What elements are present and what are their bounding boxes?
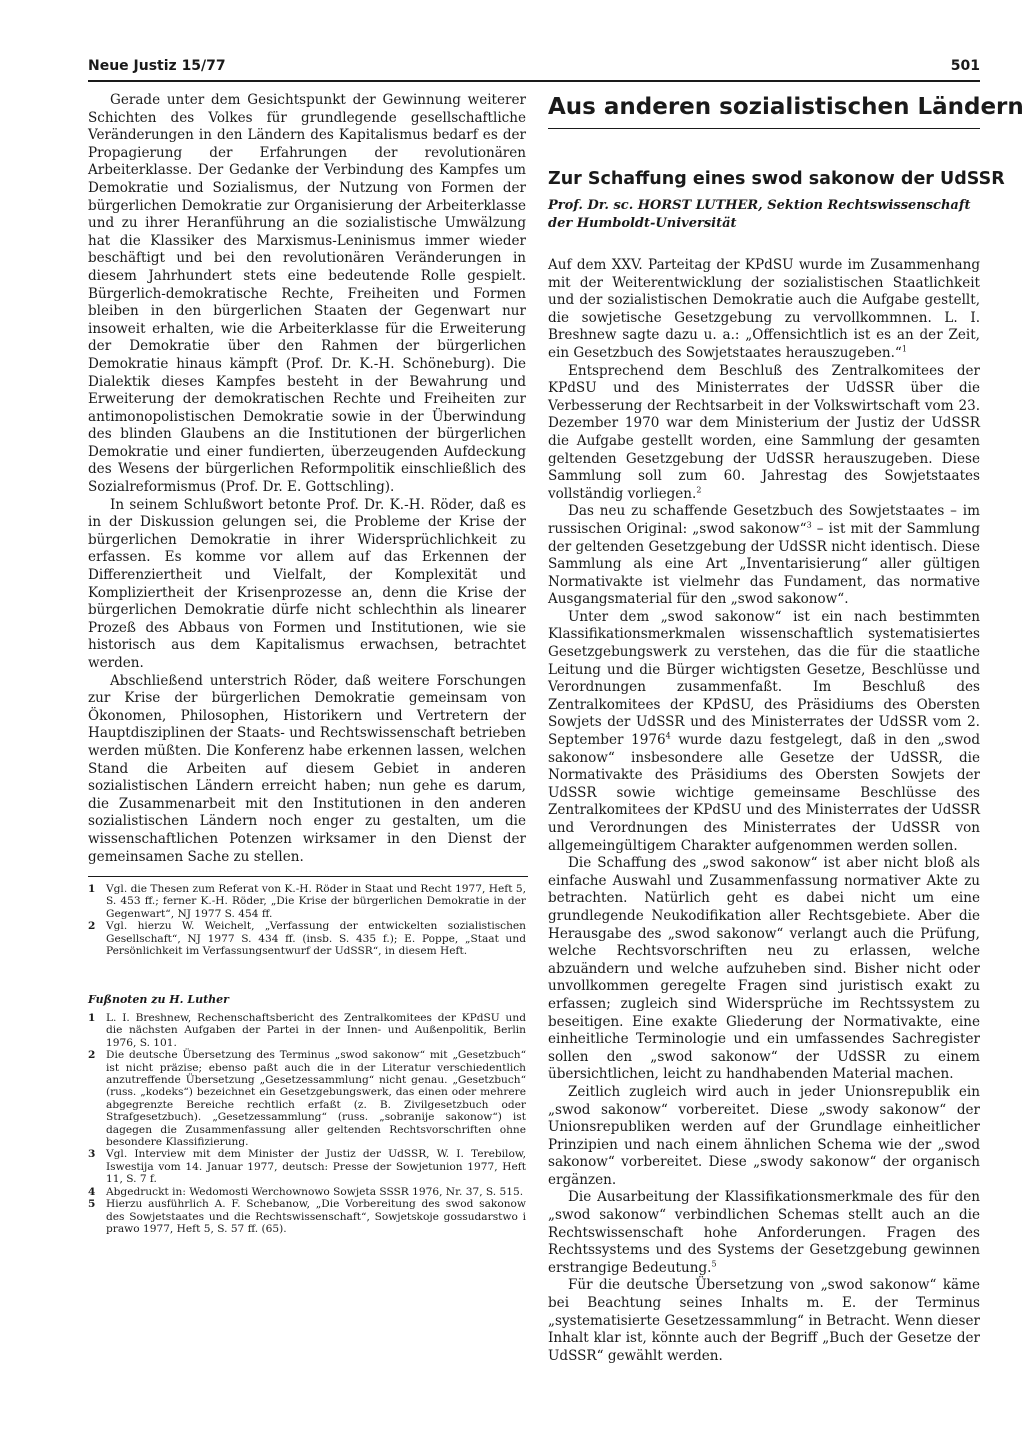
footnote-item [88,883,526,920]
author-affiliation: der Humboldt-Universität [548,216,737,231]
footnote-separator [88,876,528,877]
footnote-item [88,920,526,957]
article-body [548,257,980,1365]
footnote-ref: 1 [901,344,907,354]
footnote-number: 1 [88,1012,96,1024]
left-paragraph: Gerade unter dem Gesichtspunkt der Gewinnung weiterer Schichten des Volkes für grundlegende gesellschaftliche Veränderungen in den Ländern des Kapitalismus bedarf es der Propagierung der Erfahrungen der revolutionären Arbeiterklasse. Der Gedanke der Verbindung des Kampfes um Demokratie und Sozialismus, der Nutzung von Formen der bürgerlichen Demokratie zur Organisierung der Arbeiterklasse und zu ihrer Heranführung an die sozialistische Umwälzung hat die Klassiker des Marxismus-Leninismus immer wieder beschäftigt und bei den revolutionären Veränderungen in diesem Jahrhundert stets eine bedeutende Rolle gespielt. Bürgerlich-demokratische Rechte, Freiheiten und Formen bleiben in den bürgerlichen Staaten der Gegenwart nur insoweit erhalten, wie die Arbeiterklasse für die Erweiterung der Demokratie über den Rahmen der bürgerlichen Demokratie hinaus kämpft (Prof. Dr. K.-H. Schöneburg). Die Dialektik dieses Kampfes besteht in der Bewahrung und Erweiterung der demokratischen Rechte und Freiheiten zur antimonopolistischen Demokratie sowie in der Überwindung des blinden Glaubens an die Institutionen der bürgerlichen Demokratie und einer fundierten, überzeugenden Aufdeckung des Wesens der bürgerlichen Reformpolitik einschließlich des Sozialreformismus (Prof. Dr. E. Gottschling). [88,92,526,496]
page-header [88,58,980,80]
article-paragraph [548,1189,980,1277]
footnote-ref: 2 [696,485,702,495]
left-column [88,92,526,866]
paragraph-text: wurde dazu festgelegt, daß in den „swod sakonow“ insbesondere alle Gesetze der UdSSR, die Normativakte des Präsidiums des Obersten Sowjets der UdSSR sowie wichtige gemeinsame Beschlüsse des Zentralkomitees der KPdSU und des Ministerrates der UdSSR und Verordnungen des Ministerrates der UdSSR von allgemeingültigem Charakter aufgenommen werden sollen. [548,732,980,854]
footnote-item [88,1148,526,1185]
article-paragraph [548,503,980,609]
paragraph-text: Entsprechend dem Beschluß des Zentralkomitees der KPdSU und des Ministerrates der UdSSR über die Verbesserung der Rechtsarbeit in der Volkswirtschaft vom 23. Dezember 1970 war dem Ministerium der Justiz der UdSSR die Aufgabe gestellt worden, eine Sammlung der gesamten geltenden Gesetzgebung der UdSSR herauszugeben. Diese Sammlung soll zum 60. Jahrestag des Sowjetstaates vollständig vorliegen. [548,362,980,502]
footnote-number: 3 [88,1148,96,1161]
page-number: 501 [950,58,980,74]
article-paragraph [548,609,980,855]
footnote-text: L. I. Breshnew, Rechenschaftsbericht des Zentralkomitees der KPdSU und die nächsten Aufgaben der Partei in der Innen- und Außenpolitik, Berlin 1976, S. 101. [106,1012,526,1049]
paragraph-text: Die Ausarbeitung der Klassifikationsmerkmale des für den „swod sakonow“ verbindlichen Schemas stellt auch an die Rechtswissenschaft hohe Anforderungen. Fragen des Rechtssystems und des Systems der Gesetzgebung gewinnen erstrangige Bedeutung. [548,1189,980,1276]
footnote-text: Die deutsche Übersetzung des Terminus „swod sakonow“ mit „Gesetzbuch“ ist nicht präzise; ebenso paßt auch die in der Literatur verschiedentlich anzutreffende Übersetzung „Gesetzessammlung“ nicht genau. „Gesetzbuch“ (russ. „kodeks“) bezeichnet ein Gesetzgebungswerk, das einen oder mehrere abgegrenzte Bereiche rechtlich erfaßt (z. B. Zivilgesetzbuch oder Strafgesetzbuch). „Gesetzessammlung“ (russ. „sobranije sakonow“) ist dagegen die Zusammenfassung aller geltenden Rechtsvorschriften ohne besondere Klassifizierung. [106,1049,526,1149]
footnote-ref: 5 [711,1259,717,1269]
article-paragraph [548,257,980,363]
footnote-item [88,1049,526,1148]
paragraph-text: Unter dem „swod sakonow“ ist ein nach bestimmten Klassifikationsmerkmalen wissenschaftlich systematisiertes Gesetzgebungswerk zu verstehen, das die für die staatliche Leitung und die Bürger wichtigsten Gesetze, Beschlüsse und Verordnungen zusammenfaßt. Im Beschluß des Zentralkomitees der KPdSU, des Präsidiums des Obersten Sowjets der UdSSR und des Ministerrates der UdSSR vom 2. September 1976 [548,608,980,749]
luther-footnotes [88,1012,526,1235]
footnote-ref: 3 [806,520,812,530]
footnote-text: Vgl. hierzu W. Weichelt, „Verfassung der entwickelten sozialistischen Gesellschaft“, NJ 1977 S. 434 ff. (insb. S. 435 f.); E. Poppe, „Staat und Persönlichkeit im Verfassungsentwurf der UdSSR“, in diesem Heft. [106,920,526,958]
footnote-text: Abgedruckt in: Wedomosti Werchownowo Sowjeta SSSR 1976, Nr. 37, S. 515. [106,1185,524,1198]
footnote-text: Vgl. Interview mit dem Minister der Justiz der UdSSR, W. I. Terebilow, Iswestija vom 14. Januar 1977, deutsch: Presse der Sowjetunion 1977, Heft 11, S. 7 f. [106,1148,526,1186]
footnote-item [88,1198,526,1235]
footnote-text: Vgl. die Thesen zum Referat von K.-H. Röder in Staat und Recht 1977, Heft 5, S. 453 ff.; ferner K.-H. Röder, „Die Krise der bürgerlichen Demokratie in der Gegenwart“, NJ 1977 S. 454 ff. [106,883,526,920]
footnote-item [88,1012,526,1049]
luther-footnotes-heading: Fußnoten zu H. Luther [88,993,229,1006]
header-rule [88,80,980,82]
article-paragraph: Die Schaffung des „swod sakonow“ ist aber nicht bloß als einfache Auswahl und Zusammenfassung normativer Akte zu betrachten. Natürlich geht es dabei nicht um eine grundlegende Neukodifikation aller Rechtsgebiete. Aber die Herausgabe des „swod sakonow“ verlangt auch die Prüfung, welche Rechtsvorschriften neu zu erlassen, welche abzuändern und welche aufzuheben sind. Bisher nicht oder unvollkommen geregelte Fragen sind juristisch exakt zu erfassen; zugleich sind Widersprüche im Rechtssystem zu beseitigen. Eine exakte Gliederung der Normativakte, eine einheitliche Terminologie und ein umfassendes Sachregister sollen den „swod sakonow“ der UdSSR zu einem übersichtlichen, leicht zu handhabenden Material machen. [548,855,980,1083]
footnote-number: 2 [88,920,96,933]
footnote-item [88,1186,526,1198]
footnote-number: 1 [88,883,96,895]
article-paragraph [548,363,980,504]
paragraph-text: Auf dem XXV. Parteitag der KPdSU wurde im Zusammenhang mit der Weiterentwicklung der sozialistischen Staatlichkeit und der sozialistischen Demokratie auch die Aufgabe gestellt, die sowjetische Gesetzgebung zu vervollkommnen. L. I. Breshnew sagte dazu u. a.: „Offensichtlich ist es an der Zeit, ein Gesetzbuch des Sowjetstaates herauszugeben.“ [548,257,980,361]
journal-issue: Neue Justiz 15/77 [88,58,226,74]
left-paragraph: Abschließend unterstrich Röder, daß weitere Forschungen zur Krise der bürgerlichen Demokratie gemeinsam von Ökonomen, Philosophen, Historikern und Vertretern der Hauptdisziplinen der Staats- und Rechtswissenschaft betrieben werden müßten. Die Konferenz habe erkennen lassen, welchen Stand die Arbeiten auf diesem Gebiet in anderen sozialistischen Ländern erreicht haben; nun gehe es darum, die Zusammenarbeit mit den Institutionen in den anderen sozialistischen Ländern noch enger zu gestalten, um die wissenschaftlichen Potenzen wirksamer in den Dienst der gemeinsamen Sache zu stellen. [88,672,526,865]
section-title: Aus anderen sozialistischen Ländern [548,92,980,129]
left-footnotes [88,883,526,957]
author-name: Prof. Dr. sc. HORST LUTHER, Sektion Rechtswissenschaft [548,198,971,213]
article-title: Zur Schaffung eines swod sakonow der UdSSR [548,169,1005,189]
article-paragraph: Für die deutsche Übersetzung von „swod sakonow“ käme bei Beachtung seines Inhalts m. E. der Terminus „systematisierte Gesetzessammlung“ in Betracht. Wenn dieser Inhalt klar ist, könnte auch der Begriff „Buch der Gesetze der UdSSR“ gewählt werden. [548,1277,980,1364]
footnote-text: Hierzu ausführlich A. F. Schebanow, „Die Vorbereitung des swod sakonow des Sowjetstaates und die Rechtswissenschaft“, Sowjetskoje gossudarstwo i prawo 1977, Heft 5, S. 57 ff. (65). [106,1198,526,1235]
footnote-number: 5 [88,1198,96,1211]
footnote-number: 2 [88,1049,96,1062]
article-paragraph: Zeitlich zugleich wird auch in jeder Unionsrepublik ein „swod sakonow“ vorbereitet. Diese „swody sakonow“ der Unionsrepubliken werden auf der Grundlage einheitlicher Prinzipien und nach einem ähnlichen Schema wie der „swod sakonow“ vorbereitet. Diese „swody sakonow“ der organisch ergänzen. [548,1083,980,1188]
right-column [548,92,1024,1365]
footnote-ref: 4 [665,731,671,741]
paragraph-text: Das neu zu schaffende Gesetzbuch des Sowjetstaates – im russischen Original: „swod sakonow“ [548,503,980,537]
paragraph-text: – ist mit der Sammlung der geltenden Gesetzgebung der UdSSR nicht identisch. Diese Sammlung als eine Art „Inventarisierung“ aller gültigen Normativakte ist vielmehr das Fundament, das normative Ausgangsmaterial für den „swod sakonow“. [548,520,980,608]
left-paragraph: In seinem Schlußwort betonte Prof. Dr. K.-H. Röder, daß es in der Diskussion gelungen sei, die Probleme der Krise der bürgerlichen Demokratie in ihrer Widersprüchlichkeit zu erfassen. Es komme vor allem auf das Erkennen der Differenziertheit und Vielfalt, der Komplexität und Kompliziertheit der Krisenprozesse an, denn die Krise der bürgerlichen Demokratie dürfe nicht schlechthin als linearer Prozeß des Abbaus von Formen und Institutionen, wie sie historisch aus dem Kapitalismus erwachsen, betrachtet werden. [88,496,526,671]
footnote-number: 4 [88,1185,96,1198]
author-line [548,197,980,233]
